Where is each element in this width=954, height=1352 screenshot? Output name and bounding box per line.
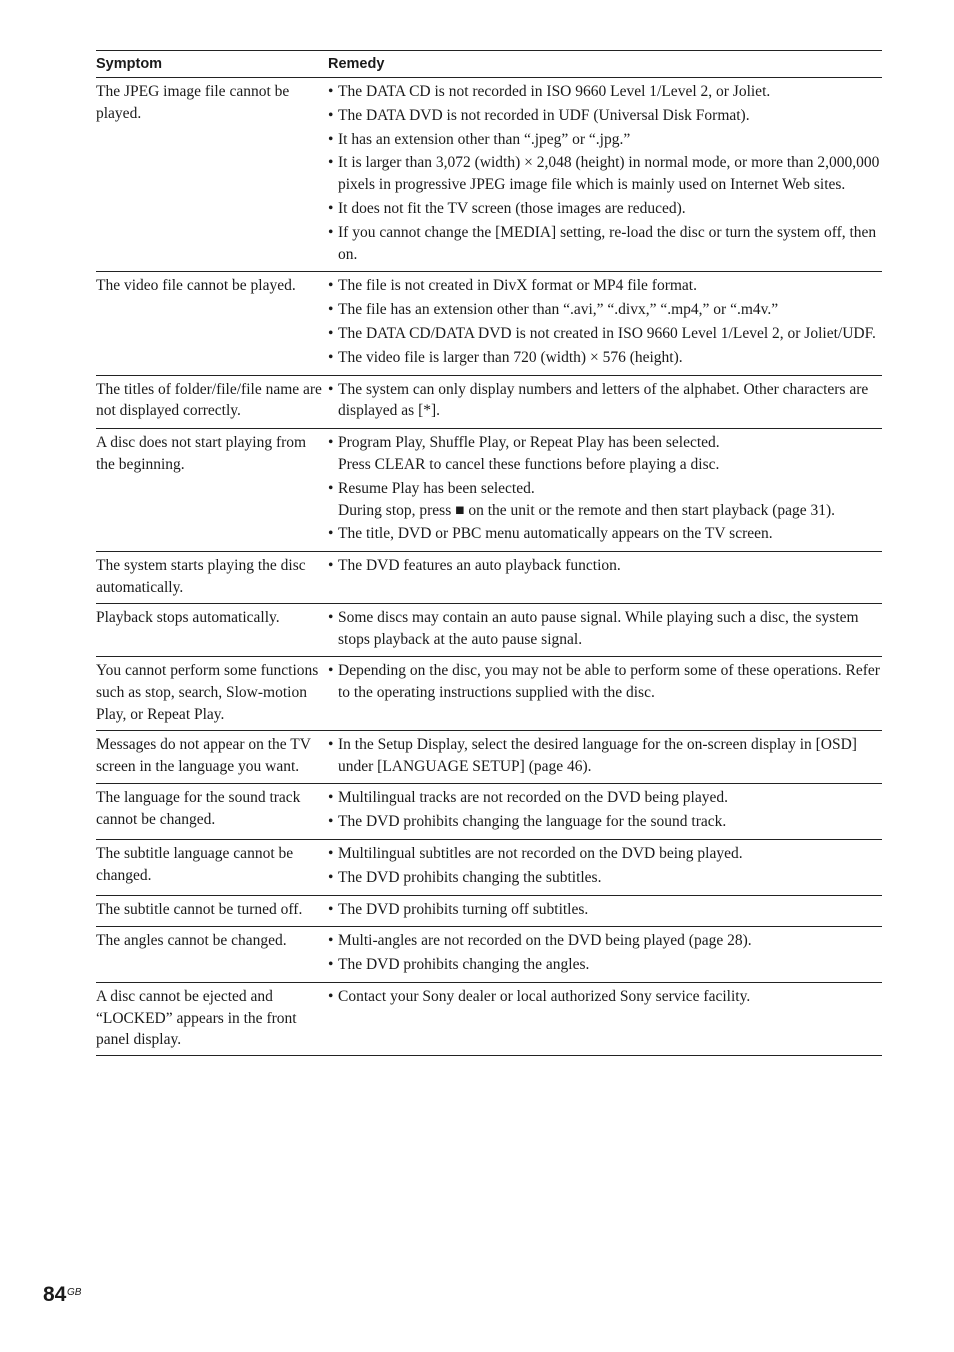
remedy-item: • It does not fit the TV screen (those images are reduced). bbox=[328, 198, 882, 220]
remedy-item: • The file has an extension other than “.avi,” “.divx,” “.mp4,” or “.m4v.” bbox=[328, 299, 882, 321]
table-row bbox=[96, 731, 882, 785]
symptom-cell: The titles of folder/file/file name are not displayed correctly. bbox=[96, 380, 322, 420]
remedy-item: • Multilingual subtitles are not recorded on the DVD being played. bbox=[328, 843, 882, 865]
symptom-cell: The JPEG image file cannot be played. bbox=[96, 83, 290, 122]
symptom-cell: A disc does not start playing from the beginning. bbox=[96, 434, 307, 473]
remedy-item: • The DVD prohibits changing the language for the sound track. bbox=[328, 811, 882, 833]
remedy-item: • Contact your Sony dealer or local authorized Sony service facility. bbox=[328, 986, 882, 1008]
remedy-item: • It has an extension other than “.jpeg” or “.jpg.” bbox=[328, 129, 882, 151]
table-row bbox=[96, 272, 882, 375]
remedy-item: • Multi-angles are not recorded on the DVD being played (page 28). bbox=[328, 930, 882, 952]
remedy-cell bbox=[328, 786, 882, 835]
symptom-cell: The video file cannot be played. bbox=[96, 277, 296, 295]
table-row bbox=[96, 429, 882, 552]
table-row bbox=[96, 784, 882, 840]
remedy-cell bbox=[328, 898, 882, 923]
remedy-item: • Some discs may contain an auto pause signal. While playing such a disc, the system stops playback at the auto pause signal. bbox=[328, 607, 882, 651]
remedy-item: • The DVD prohibits changing the angles. bbox=[328, 954, 882, 976]
remedy-cell bbox=[328, 842, 882, 891]
symptom-cell: The subtitle cannot be turned off. bbox=[96, 900, 303, 918]
symptom-cell: Playback stops automatically. bbox=[96, 608, 280, 626]
remedy-item: • Depending on the disc, you may not be able to perform some of these operations. Refer to the operating instructions supplied with the disc. bbox=[328, 660, 882, 704]
remedy-item: • In the Setup Display, select the desired language for the on-screen display in [OSD] under [LANGUAGE SETUP] (page 46). bbox=[328, 734, 882, 778]
remedy-item: • It is larger than 3,072 (width) × 2,048 (height) in normal mode, or more than 2,000,000 pixels in progressive JPEG image file which is mainly used on Internet Web sites. bbox=[328, 152, 882, 196]
symptom-cell: A disc cannot be ejected and “LOCKED” appears in the front panel display. bbox=[96, 987, 297, 1049]
symptom-cell: The angles cannot be changed. bbox=[96, 932, 287, 950]
symptom-cell: The language for the sound track cannot be changed. bbox=[96, 789, 301, 829]
table-row bbox=[96, 896, 882, 928]
remedy-item: • The DVD features an auto playback function. bbox=[328, 555, 882, 577]
remedy-item: • The DATA CD/DATA DVD is not created in ISO 9660 Level 1/Level 2, or Joliet/UDF. bbox=[328, 323, 882, 345]
remedy-cell bbox=[328, 554, 882, 599]
remedy-item: • Resume Play has been selected. During stop, press ■ on the unit or the remote and then start playback (page 31). bbox=[328, 478, 882, 522]
remedy-column-header: Remedy bbox=[328, 56, 385, 72]
remedy-item: • The video file is larger than 720 (width) × 576 (height). bbox=[328, 347, 882, 369]
remedy-cell bbox=[328, 929, 882, 978]
remedy-cell bbox=[328, 80, 882, 267]
symptom-cell: Messages do not appear on the TV screen in the language you want. bbox=[96, 735, 311, 775]
remedy-item: • The system can only display numbers and letters of the alphabet. Other characters are displayed as [*]. bbox=[328, 379, 882, 423]
troubleshooting-table bbox=[96, 50, 882, 1056]
remedy-cell bbox=[328, 659, 882, 725]
remedy-cell bbox=[328, 431, 882, 547]
table-row bbox=[96, 376, 882, 430]
page-suffix: GB bbox=[67, 1287, 82, 1298]
remedy-item: • Multilingual tracks are not recorded on the DVD being played. bbox=[328, 787, 882, 809]
remedy-cell bbox=[328, 733, 882, 780]
remedy-item: • The DATA CD is not recorded in ISO 9660 Level 1/Level 2, or Joliet. bbox=[328, 81, 882, 103]
table-row bbox=[96, 552, 882, 604]
remedy-item: • The DVD prohibits turning off subtitles. bbox=[328, 899, 882, 921]
remedy-item: • The DATA DVD is not recorded in UDF (Universal Disk Format). bbox=[328, 105, 882, 127]
table-body bbox=[96, 78, 882, 1056]
symptom-cell: The system starts playing the disc automatically. bbox=[96, 557, 306, 596]
remedy-item: • The DVD prohibits changing the subtitles. bbox=[328, 867, 882, 889]
table-row bbox=[96, 927, 882, 983]
symptom-cell: You cannot perform some functions such as stop, search, Slow-motion Play, or Repeat Play. bbox=[96, 662, 319, 723]
table-row bbox=[96, 983, 882, 1056]
table-row bbox=[96, 78, 882, 272]
remedy-cell bbox=[328, 606, 882, 653]
remedy-item: • The title, DVD or PBC menu automatically appears on the TV screen. bbox=[328, 523, 882, 545]
remedy-item: • Program Play, Shuffle Play, or Repeat Play has been selected. Press CLEAR to cancel these functions before playing a disc. bbox=[328, 432, 882, 476]
remedy-item: • If you cannot change the [MEDIA] setting, re-load the disc or turn the system off, then on. bbox=[328, 222, 882, 266]
table-header bbox=[96, 51, 882, 78]
remedy-cell bbox=[328, 985, 882, 1051]
remedy-item: • The file is not created in DivX format or MP4 file format. bbox=[328, 275, 882, 297]
remedy-cell bbox=[328, 274, 882, 370]
remedy-cell bbox=[328, 378, 882, 425]
page-number: 84 bbox=[43, 1283, 67, 1306]
symptom-cell: The subtitle language cannot be changed. bbox=[96, 844, 294, 884]
table-row bbox=[96, 604, 882, 658]
table-row bbox=[96, 657, 882, 730]
table-row bbox=[96, 840, 882, 896]
symptom-column-header: Symptom bbox=[96, 56, 163, 72]
